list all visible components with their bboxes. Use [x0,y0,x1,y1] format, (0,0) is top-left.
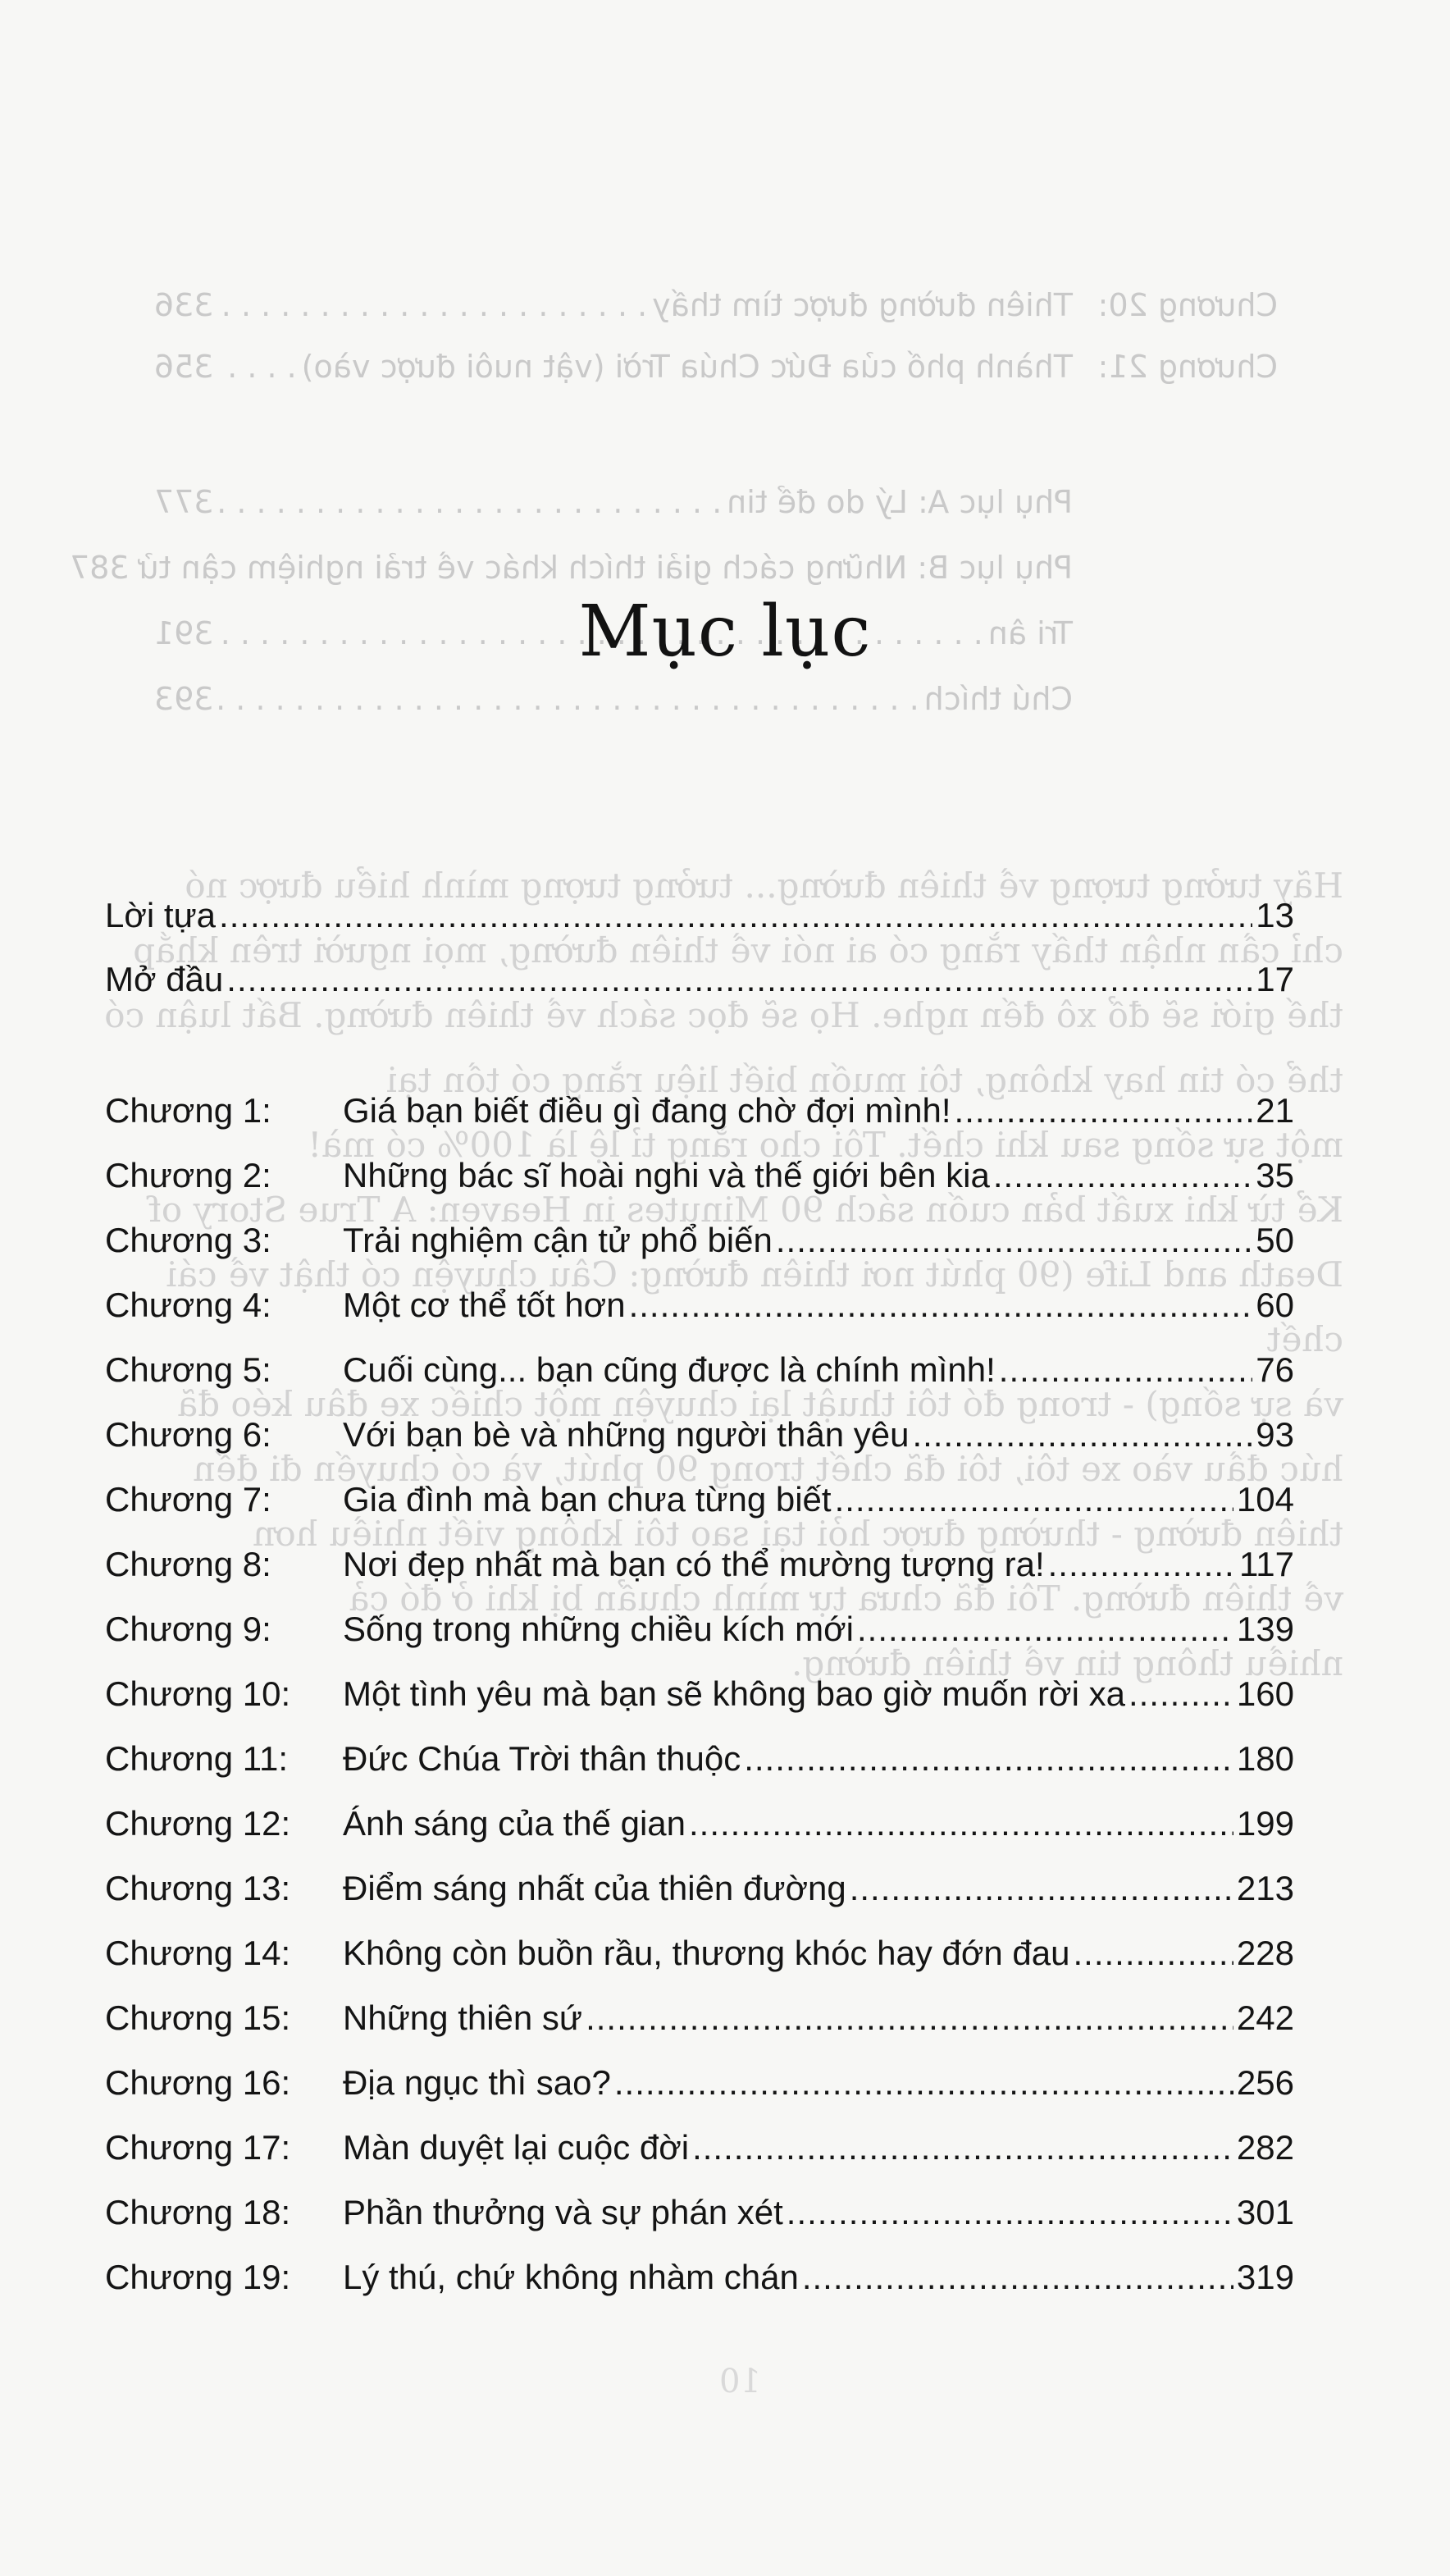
toc-entry-chapter[interactable] [105,1924,1294,1983]
chapter-label: Chương 1: [105,1091,271,1130]
chapter-title: Giá bạn biết điều gì đang chờ đợi mình! [343,1091,951,1130]
chapter-page: 35 [1256,1156,1294,1194]
chapter-label: Chương 4: [105,1286,271,1324]
dot-leader [776,1211,1252,1270]
bleed-row: Phụ lục B: Những cách giải thích khác về trải nghiệm cận tử 387 [70,550,1073,586]
toc-entry-chapter[interactable] [105,1729,1294,1788]
chapter-page: 213 [1236,1869,1294,1907]
chapter-label: Chương 17: [105,2128,291,2167]
chapter-label: Chương 15: [105,1998,291,2037]
page-title: Mục lục [578,591,872,673]
toc-entry-chapter[interactable] [105,2248,1294,2307]
toc-entry-chapter[interactable] [105,1405,1294,1464]
chapter-page: 180 [1236,1739,1294,1778]
chapter-title: Màn duyệt lại cuộc đời [343,2128,690,2167]
chapter-page: 60 [1256,1286,1294,1324]
bleed-row: Phụ lục A: Lý do để tin . . . 377 [154,484,1278,541]
toc-entry-page: 17 [1256,960,1294,998]
toc-entry-loi-tua[interactable] [105,886,1294,945]
dot-leader [850,1859,1233,1918]
toc-entry-chapter[interactable] [105,1470,1294,1529]
dot-leader [226,950,1252,1009]
chapter-title: Lý thú, chứ không nhàm chán [343,2258,799,2296]
chapter-title: Trải nghiệm cận tử phổ biến [343,1221,773,1259]
bleed-folio: 10 [719,2363,761,2400]
toc-entry-chapter[interactable] [105,1794,1294,1853]
chapter-title: Cuối cùng... bạn cũng được là chính mình! [343,1350,996,1389]
chapter-page: 228 [1236,1934,1294,1972]
dot-leader [614,2053,1233,2112]
bleed-row: Chú thích . . . 393 [154,681,1278,738]
chapter-label: Chương 8: [105,1545,271,1583]
chapter-label: Chương 18: [105,2193,291,2231]
toc-entry-page: 13 [1256,896,1294,934]
chapter-page: 242 [1236,1998,1294,2037]
chapter-title: Nơi đẹp nhất mà bạn có thể mường tượng ra! [343,1545,1045,1583]
chapter-page: 139 [1236,1610,1294,1648]
dot-leader [912,1405,1252,1464]
dot-leader [219,886,1252,945]
toc-entry-chapter[interactable] [105,1081,1294,1140]
chapter-title: Một tình yêu mà bạn sẽ không bao giờ muốn rời xa [343,1674,1125,1713]
chapter-page: 93 [1256,1415,1294,1454]
toc-entry-chapter[interactable] [105,1146,1294,1205]
toc-entry-chapter[interactable] [105,1859,1294,1918]
dot-leader [787,2183,1233,2242]
chapter-label: Chương 12: [105,1804,291,1843]
chapter-page: 117 [1239,1545,1294,1583]
chapter-page: 319 [1236,2258,1294,2296]
chapter-label: Chương 13: [105,1869,291,1907]
dot-leader [586,1989,1233,2048]
toc-entry-chapter[interactable] [105,1211,1294,1270]
bleed-row: Chương 21: Thành phố của Đức Chúa Trời (vật nuôi được vào) . . . 356 [154,349,1278,406]
chapter-title: Gia đình mà bạn chưa từng biết [343,1480,832,1519]
chapter-label: Chương 7: [105,1480,271,1519]
toc-entry-chapter[interactable] [105,1665,1294,1724]
chapter-title: Những thiên sứ [343,1998,583,2037]
chapter-title: Điểm sáng nhất của thiên đường [343,1869,846,1907]
chapter-page: 50 [1256,1221,1294,1259]
dot-leader [802,2248,1233,2307]
chapter-label: Chương 5: [105,1350,271,1389]
chapter-title: Đức Chúa Trời thân thuộc [343,1739,741,1778]
bleed-paragraph: Hãy tưởng tượng về thiên đường... tưởng tượng mình hiểu được nó chỉ cần nhận thấy rằng có ai nói về thiên đường, mọi người trên khắp thế giới sẽ đổ xô đến nghe. Họ sẽ đọc sách về thiên đường. Bất luận có thể có tin hay không, tôi muốn biết liệu rằng có tồn tại một sự sống sau khi chết. Tôi cho rằng tỉ lệ là 100% có mà! Kể từ khi xuất bản cuốn sách 90 Minutes in Heaven: A True Story of Death and Life (90 phút nơi thiên đường: Câu chuyện có thật về cái chết và sự sống) - trong đó tôi thuật lại chuyện một chiếc xe đâu kéo đã húc đầu vào xe tôi, tôi đã chết trong 90 phút, và có chuyến đi đến thiên đường - thường được hỏi tại sao tôi không viết nhiều hơn về thiên đường. Tôi đã chưa tự mình chuẩn bị khi ở đó cả nhiều thông tin về thiên đường. [104,866,1343,1683]
chapter-page: 301 [1236,2193,1294,2231]
dot-leader [857,1600,1233,1659]
chapter-label: Chương 16: [105,2063,291,2102]
chapter-label: Chương 10: [105,1674,291,1713]
toc-entry-chapter[interactable] [105,1341,1294,1400]
toc-entry-mo-dau[interactable] [105,950,1294,1009]
chapter-label: Chương 6: [105,1415,271,1454]
toc-entry-chapter[interactable] [105,2053,1294,2112]
dot-leader [1074,1924,1233,1983]
dot-leader [744,1729,1233,1788]
chapter-page: 76 [1256,1350,1294,1389]
chapter-page: 160 [1236,1674,1294,1713]
toc-entry-title: Lời tựa [105,896,217,934]
toc-entry-chapter[interactable] [105,2118,1294,2177]
chapter-page: 282 [1236,2128,1294,2167]
chapter-title: Một cơ thể tốt hơn [343,1286,626,1324]
dot-leader [629,1276,1253,1335]
chapter-label: Chương 11: [105,1739,289,1778]
dot-leader [692,2118,1233,2177]
dot-leader [1048,1535,1236,1594]
chapter-label: Chương 19: [105,2258,291,2296]
toc-entry-chapter[interactable] [105,1535,1294,1594]
chapter-title: Sống trong những chiều kích mới [343,1610,855,1648]
chapter-title: Phần thưởng và sự phán xét [343,2193,783,2231]
toc-entry-chapter[interactable] [105,1600,1294,1659]
chapter-title: Những bác sĩ hoài nghi và thế giới bên kia [343,1156,990,1194]
chapter-title: Địa ngục thì sao? [343,2063,611,2102]
dot-leader [955,1081,1253,1140]
chapter-page: 256 [1236,2063,1294,2102]
chapter-title: Ánh sáng của thế gian [343,1804,686,1843]
chapter-label: Chương 2: [105,1156,271,1194]
dot-leader [993,1146,1252,1205]
chapter-page: 199 [1236,1804,1294,1843]
dot-leader [835,1470,1233,1529]
dot-leader [689,1794,1233,1853]
chapter-page: 21 [1256,1091,1294,1130]
chapter-page: 104 [1236,1480,1294,1519]
dot-leader [1129,1665,1233,1724]
dot-leader [999,1341,1252,1400]
chapter-label: Chương 9: [105,1610,271,1648]
toc-entry-chapter[interactable] [105,1989,1294,2048]
chapter-title: Với bạn bè và những người thân yêu [343,1415,910,1454]
chapter-label: Chương 14: [105,1934,291,1972]
toc-entry-title: Mở đầu [105,960,224,998]
bleed-row: Tri ân . . . 391 [154,615,1278,673]
chapter-label: Chương 3: [105,1221,271,1259]
bleed-row: Chương 20: Thiên đường được tìm thấy . . . 336 [154,287,1278,345]
toc-entry-chapter[interactable] [105,2183,1294,2242]
chapter-title: Không còn buồn rầu, thương khóc hay đớn đau [343,1934,1070,1972]
toc-entry-chapter[interactable] [105,1276,1294,1335]
